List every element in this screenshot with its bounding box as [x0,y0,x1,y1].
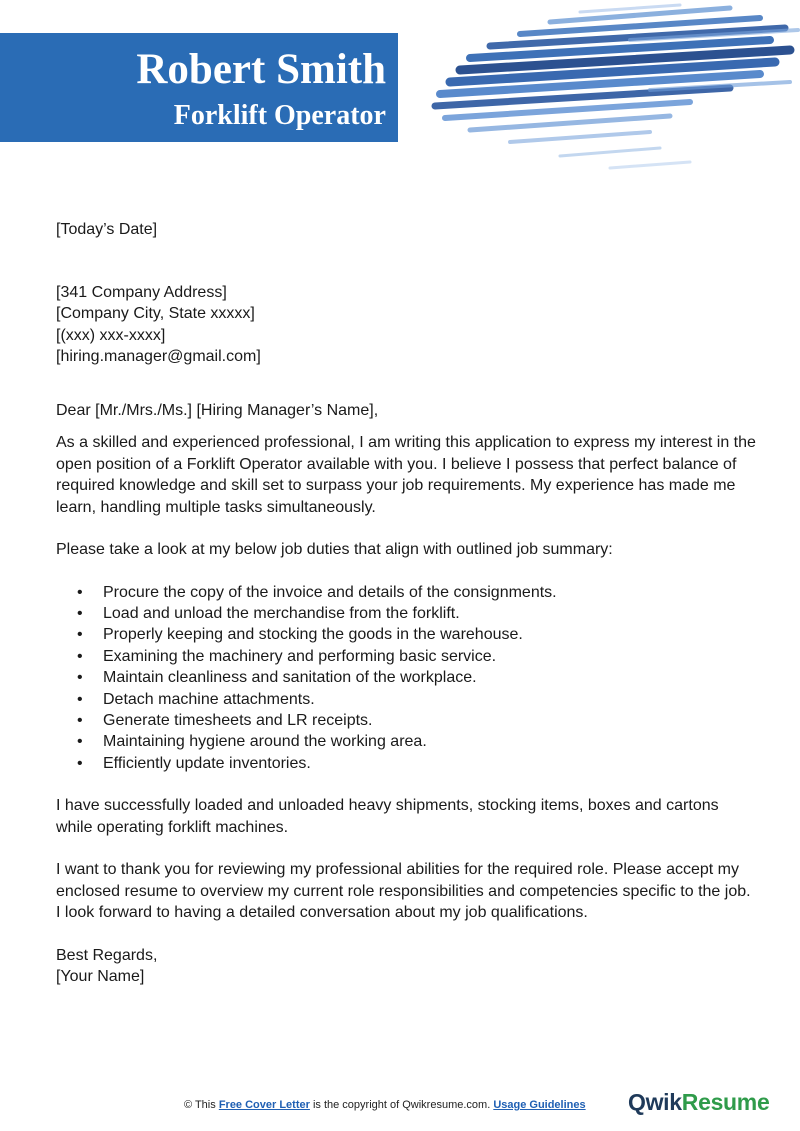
logo-part-qwik: Qwik [628,1089,682,1115]
signature: [Your Name] [56,968,145,986]
header-band [0,33,398,142]
address-line: [341 Company Address] [56,283,227,301]
list-item: • Detach machine attachments. [103,689,756,710]
list-item: • Examining the machinery and performing basic service. [103,646,756,667]
letter-body [56,219,756,988]
qwikresume-logo [628,1088,769,1116]
usage-guidelines-link[interactable]: Usage Guidelines [493,1099,586,1111]
list-item: • Load and unload the merchandise from the forklift. [103,603,756,624]
address-line: [(xxx) xxx-xxxx] [56,326,166,344]
salutation: Dear [Mr./Mrs./Ms.] [Hiring Manager’s Name], [56,401,379,419]
address-line: [hiring.manager@gmail.com] [56,348,261,365]
job-title: Forklift Operator [173,100,386,131]
closing-line: Best Regards, [56,946,158,964]
address-line: [Company City, State xxxxx] [56,305,255,322]
list-item: • Maintain cleanliness and sanitation of the workplace. [103,667,756,688]
letter-date: [Today’s Date] [56,221,158,238]
copyright-notice [184,1098,586,1112]
list-item: • Procure the copy of the invoice and details of the consignments. [103,582,756,603]
logo-part-resume: Resume [681,1089,770,1115]
closing [56,945,756,988]
thanks-paragraph: I want to thank you for reviewing my professional abilities for the required role. Please accept my enclosed resume to overview my current role responsibilities and competencies specific to the job. I look forward to having a detailed conversation about my job qualifications. [56,861,751,922]
copyright-prefix: © This [184,1099,219,1111]
list-item: • Generate timesheets and LR receipts. [103,710,756,731]
list-item: • Efficiently update inventories. [103,753,756,774]
copyright-middle: is the copyright of Qwikresume.com. [309,1099,494,1111]
duties-list [56,582,756,775]
free-cover-letter-link[interactable]: Free Cover Letter [218,1099,310,1111]
experience-paragraph: I have successfully loaded and unloaded heavy shipments, stocking items, boxes and cartons while operating forklift machines. [56,797,719,836]
recipient-address [56,282,756,368]
decorative-streaks [430,0,800,185]
list-item: • Properly keeping and stocking the goods in the warehouse. [103,624,756,645]
duties-intro: Please take a look at my below job duties that align with outlined job summary: [56,541,613,558]
list-item: • Maintaining hygiene around the working area. [103,731,756,752]
applicant-name: Robert Smith [136,46,386,93]
intro-paragraph: As a skilled and experienced professional, I am writing this application to express my interest in the open position of a Forklift Operator available with you. I believe I possess that perfect balance of required knowledge and skill set to surpass your job requirements. My experience has made me learn, handling multiple tasks simultaneously. [56,434,756,516]
